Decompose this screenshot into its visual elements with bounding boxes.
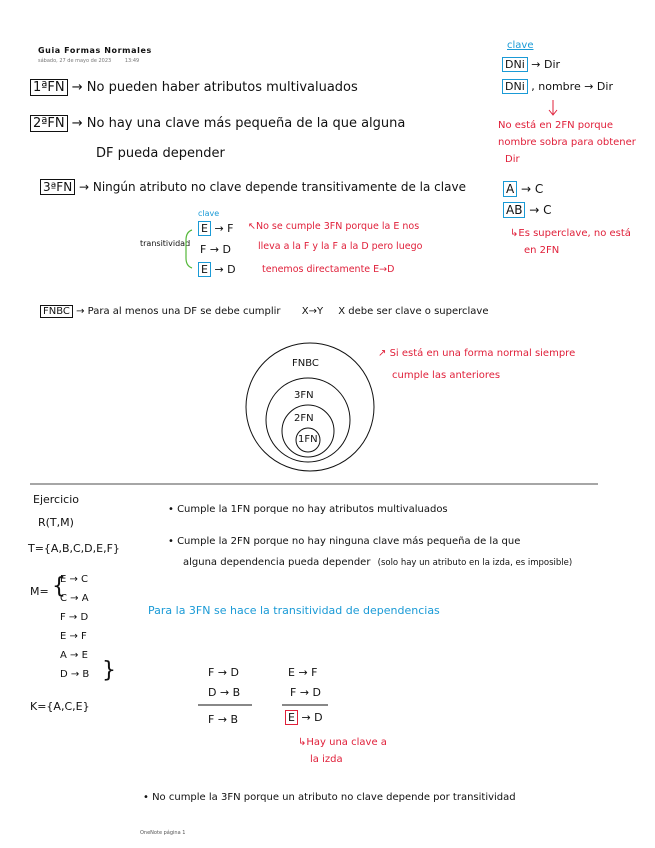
exercise-m-dep: E → F <box>60 631 87 642</box>
fn2-example-note-3: Dir <box>505 154 520 165</box>
exercise-m-close-brace: } <box>102 658 116 683</box>
exercise-col1-row: D → B <box>208 686 241 699</box>
fn2-example-row-1-key: DNi <box>502 57 528 72</box>
fn3-example-note-1: ↖No se cumple 3FN porque la E nos <box>248 221 420 232</box>
fn3-example-note-3: tenemos directamente E→D <box>262 264 395 275</box>
exercise-col2-row: E → F <box>288 666 318 679</box>
diagram-circle-3fn <box>266 378 350 462</box>
diagram-2fn-label: 2FN <box>294 413 314 424</box>
exercise-m-dep: A → E <box>60 650 88 661</box>
footer-text: OneNote página 1 <box>140 830 186 836</box>
fn2-example-note-4: ↳Es superclave, no está <box>510 228 631 239</box>
diagram-note-1: Si está en una forma normal siempre <box>389 348 576 359</box>
exercise-bullet-2b-main: alguna dependencia pueda depender <box>183 557 371 568</box>
diagram-3fn-label: 3FN <box>294 390 314 401</box>
exercise-bullet-2c: (solo hay un atributo en la izda, es imposible) <box>377 558 573 568</box>
diagram-circle-1fn <box>296 428 320 452</box>
fn3-example-dep-3-key: E <box>198 262 211 277</box>
fn2-example-clave-label: clave <box>507 40 534 51</box>
fn3-example-clave-label: clave <box>198 209 220 218</box>
rule-2fn: 2ªFN → No hay una clave más pequeña de la que alguna <box>30 116 405 131</box>
page-title: Guia Formas Normales <box>38 46 152 55</box>
exercise-bullet-3: • No cumple la 3FN porque un atributo no clave depende por transitividad <box>143 792 516 803</box>
exercise-heading: Ejercicio <box>33 493 79 506</box>
fn3-example-dep-1-rest: → F <box>214 222 234 235</box>
time-text: 13:49 <box>124 58 140 64</box>
diagram-note-arrow: ↗ <box>378 348 390 359</box>
exercise-blue-line: Para la 3FN se hace la transitividad de dependencias <box>148 604 440 617</box>
fn2-example-row-3-key: A <box>503 181 517 197</box>
fn3-example-dep-2: F → D <box>200 243 232 256</box>
diagram-note-2: cumple las anteriores <box>392 370 501 381</box>
exercise-m-open-brace: { <box>52 574 66 599</box>
rule-3fn-label: 3ªFN <box>40 179 75 195</box>
exercise-m-label: M= <box>30 585 49 598</box>
fn3-example-dep-3-rest: → D <box>214 263 236 276</box>
fn2-example-row-2-rest: , nombre → Dir <box>531 80 613 93</box>
exercise-bullet-1: • Cumple la 1FN porque no hay atributos multivaluados <box>168 504 448 515</box>
exercise-t-set: T={A,B,C,D,E,F} <box>28 542 120 555</box>
rule-2fn-text-2: DF pueda depender <box>96 146 225 161</box>
rule-1fn-text: No pueden haber atributos multivaluados <box>86 80 358 95</box>
fn2-example-row-4-rest: → C <box>529 203 552 217</box>
rule-1fn-label: 1ªFN <box>30 79 68 96</box>
diagram-1fn-label: 1FN <box>298 434 318 445</box>
fn2-example-row-3-rest: → C <box>521 182 544 196</box>
exercise-bullet-2a: • Cumple la 2FN porque no hay ninguna clave más pequeña de la que <box>168 536 521 547</box>
exercise-m-dep: D → B <box>60 669 90 680</box>
rule-3fn: 3ªFN → Ningún atributo no clave depende transitivamente de la clave <box>40 180 466 194</box>
exercise-m-dep: C → A <box>60 593 89 604</box>
fn2-example-row-4-key: AB <box>503 202 525 218</box>
exercise-red-note-1: Hay una clave a <box>306 737 387 748</box>
rule-3fn-text: Ningún atributo no clave depende transitivamente de la clave <box>92 180 466 194</box>
exercise-k-set: K={A,C,E} <box>30 700 90 713</box>
rule-2fn-label: 2ªFN <box>30 115 68 132</box>
rule-2fn-text-1: No hay una clave más pequeña de la que alguna <box>86 116 406 131</box>
exercise-col2-row: F → D <box>290 686 322 699</box>
fn3-example-note-1-text: No se cumple 3FN porque la E nos <box>255 221 420 232</box>
rule-fnbc-text: Para al menos una DF se debe cumplir <box>87 306 281 317</box>
rule-fnbc: FNBC → Para al menos una DF se debe cumplir X→Y X debe ser clave o superclave <box>40 306 489 317</box>
fn2-example-note-5: en 2FN <box>524 245 560 256</box>
fn3-example-transitividad-label: transitividad <box>140 239 191 248</box>
fn2-example-row-1-rest: → Dir <box>531 58 561 71</box>
fn2-example-note-1: No está en 2FN porque <box>498 120 614 131</box>
exercise-relation: R(T,M) <box>38 516 74 529</box>
exercise-m-dep: F → D <box>60 612 89 623</box>
date-text: sábado, 27 de mayo de 2023 <box>38 58 112 64</box>
exercise-col2-rest: → D <box>301 711 323 724</box>
transitivity-bracket <box>186 230 192 268</box>
fn2-example-note-2: nombre sobra para obtener <box>498 137 636 148</box>
exercise-col2-key: E <box>285 710 298 725</box>
exercise-col1-row: F → D <box>208 666 240 679</box>
rule-1fn: 1ªFN → No pueden haber atributos multivaluados <box>30 80 358 95</box>
exercise-red-note-arrow: ↳ <box>298 737 307 748</box>
exercise-m-dep: E → C <box>60 574 89 585</box>
exercise-col1-row: F → B <box>208 713 239 726</box>
rule-fnbc-text-2: X debe ser clave o superclave <box>338 306 489 317</box>
fn2-example-row-2-key: DNi <box>502 79 528 94</box>
rule-fnbc-formula: X→Y <box>301 306 324 317</box>
rule-fnbc-label: FNBC <box>40 305 73 318</box>
fn3-example-dep-1-key: E <box>198 221 211 236</box>
diagram-circle-2fn <box>282 405 334 457</box>
fn3-example-note-2: lleva a la F y la F a la D pero luego <box>258 241 423 252</box>
diagram-fnbc-label: FNBC <box>292 358 319 369</box>
exercise-red-note-2: la izda <box>310 754 343 765</box>
